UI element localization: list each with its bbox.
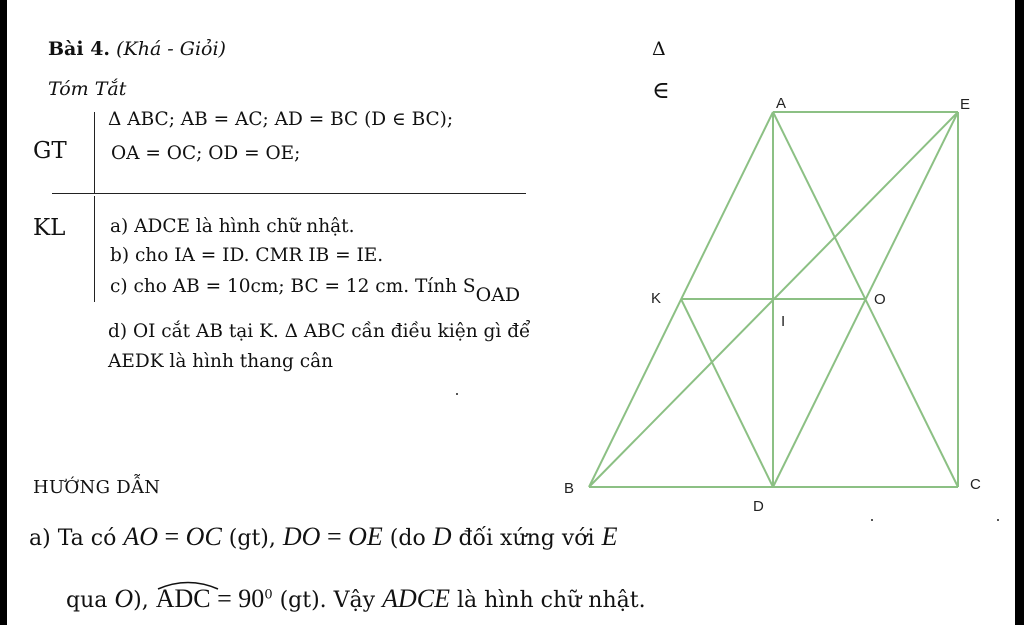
ans1-math-OE: OE xyxy=(348,522,383,551)
kl-label: KL xyxy=(33,215,66,241)
ans1-math-E: E xyxy=(601,522,618,551)
ans1-math-D: D xyxy=(432,522,452,551)
point-label-I: I xyxy=(781,313,786,330)
point-label-E: E xyxy=(960,96,971,113)
ans1-text-4: đối xứng với xyxy=(451,526,602,551)
ans2-math-ADCE: ADCE xyxy=(382,584,450,613)
element-of-symbol: ∈ xyxy=(652,76,670,104)
ans1-text-3: (do xyxy=(382,526,433,551)
kl-item-a: a) ADCE là hình chữ nhật. xyxy=(110,216,355,237)
ans2-text-2: ), xyxy=(133,588,156,613)
ans1-eq-1: = xyxy=(158,522,186,551)
kl-item-d-line-2: AEDK là hình thang cân xyxy=(108,351,334,372)
gt-line-1: Δ ABC; AB = AC; AD = BC (D ∈ BC); xyxy=(108,109,454,130)
segment-KD xyxy=(681,299,773,487)
point-label-C: C xyxy=(970,476,981,493)
summary-heading: Tóm Tắt xyxy=(48,78,127,100)
stray-dot xyxy=(997,519,999,521)
ans2-text-1: qua xyxy=(66,588,115,613)
stray-dot xyxy=(871,519,873,521)
point-label-A: A xyxy=(776,95,787,112)
delta-symbol: Δ xyxy=(652,38,666,60)
ans2-eq-90: = 90 xyxy=(210,584,265,613)
ans1-text-2: (gt), xyxy=(221,526,283,551)
ans1-math-AO: AO xyxy=(123,522,158,551)
ans2-text-4: là hình chữ nhật. xyxy=(449,588,646,613)
kl-item-d-line-1: d) OI cắt AB tại K. Δ ABC cần điều kiện gì để xyxy=(108,321,531,342)
ans1-math-OC: OC xyxy=(185,522,222,551)
problem-level: (Khá - Giỏi) xyxy=(116,38,226,60)
point-label-D: D xyxy=(753,498,764,515)
ans1-eq-2: = xyxy=(320,522,349,551)
kl-item-c-text: c) cho AB = 10cm; BC = 12 cm. Tính S xyxy=(110,276,476,297)
ans1-text-1: a) Ta có xyxy=(29,526,124,551)
ans2-text-3: (gt). Vậy xyxy=(272,588,383,613)
point-label-K: K xyxy=(651,290,662,307)
ans2-math-ADC: ADC xyxy=(155,584,211,613)
ans2-math-O: O xyxy=(114,584,134,613)
guide-heading: HƯỚNG DẪN xyxy=(33,477,161,498)
gt-label: GT xyxy=(33,138,67,164)
stray-dot xyxy=(456,393,458,395)
problem-number: Bài 4. xyxy=(48,38,111,60)
point-label-O: O xyxy=(874,291,886,308)
point-label-B: B xyxy=(564,480,575,497)
kl-item-c-subscript: OAD xyxy=(475,284,521,306)
gt-line-2: OA = OC; OD = OE; xyxy=(111,143,301,164)
kl-item-b: b) cho IA = ID. CMR IB = IE. xyxy=(110,245,384,266)
ans2-degree: 0 xyxy=(264,587,273,603)
ans1-math-DO: DO xyxy=(282,522,321,551)
